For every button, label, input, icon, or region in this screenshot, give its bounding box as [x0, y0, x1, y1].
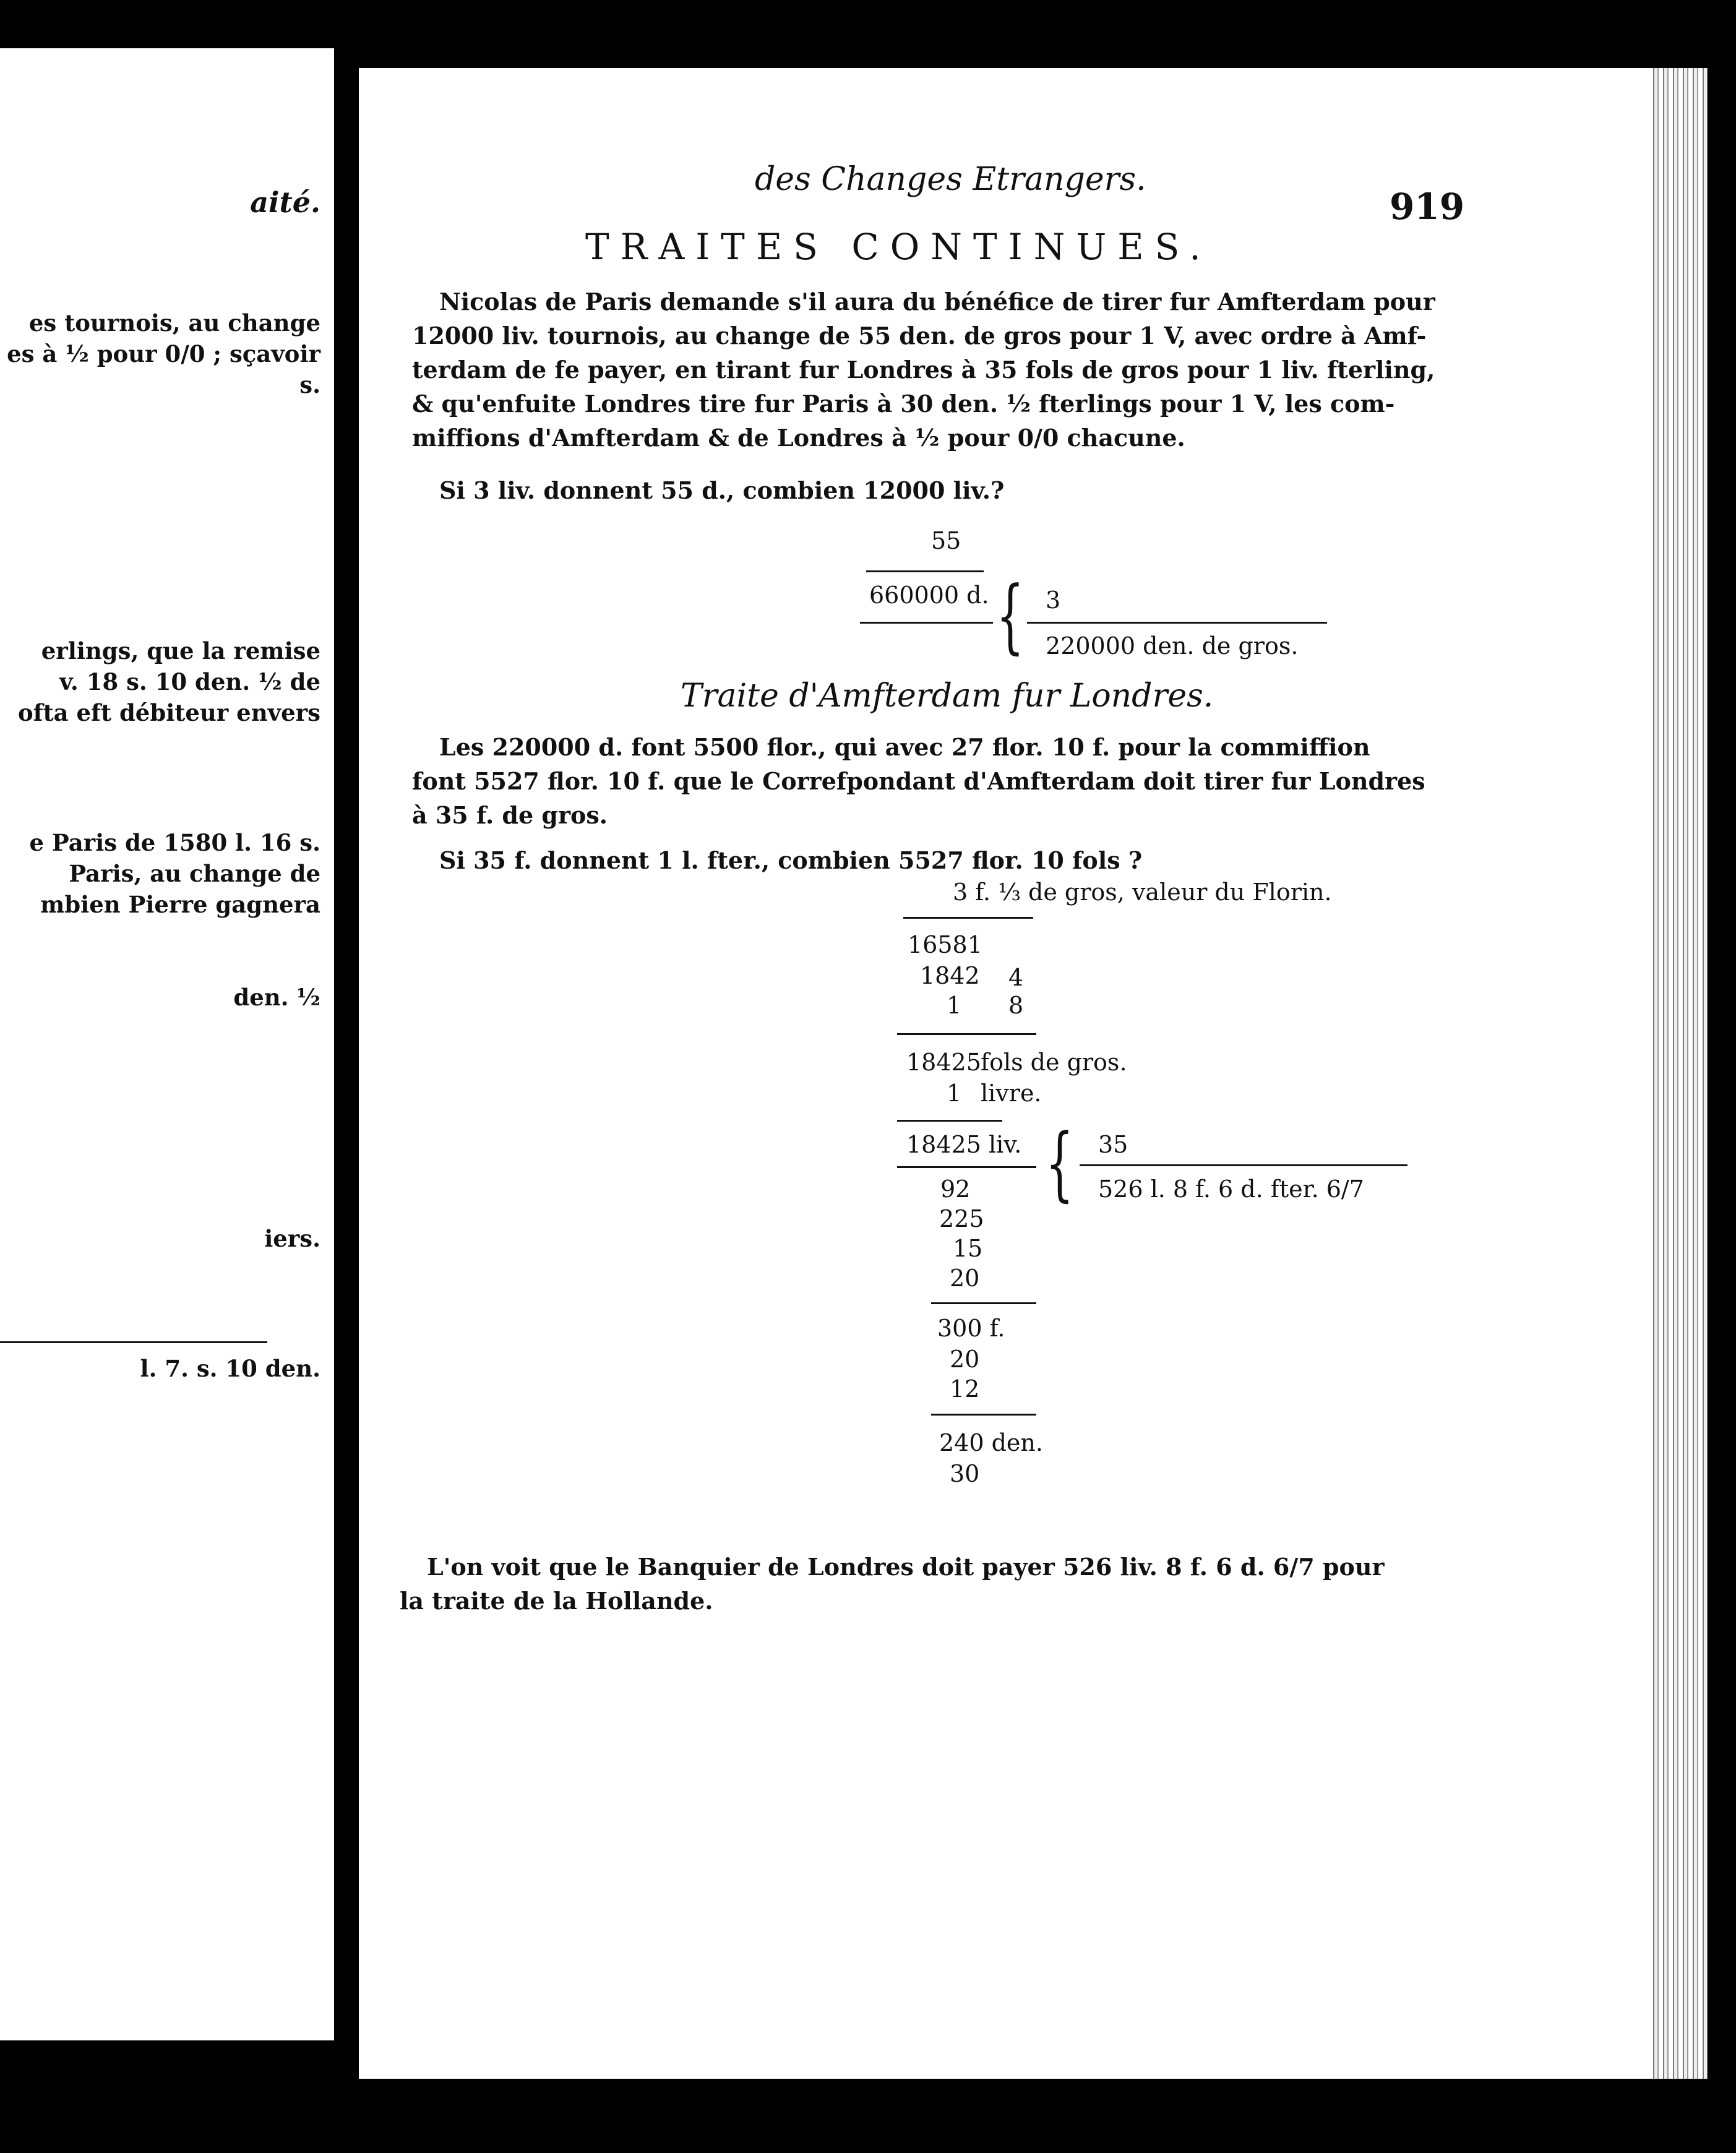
- calc2-shillings-row: 20: [950, 1346, 980, 1373]
- calc2-divisor: 35: [1098, 1131, 1128, 1158]
- subheading: Traite d'Amfterdam fur Londres.: [681, 677, 1214, 715]
- calc2-pence: 240 den.: [939, 1429, 1043, 1456]
- right-page: [359, 68, 1708, 2079]
- intro-line: miffions d'Amfterdam & de Londres à ½ pour 0/0 chacune.: [412, 424, 1185, 452]
- calc2-row-right: 4: [1008, 964, 1024, 991]
- calc2-brace: {: [1046, 1116, 1074, 1210]
- calc2-row-right: 8: [1008, 992, 1024, 1019]
- left-line: v. 18 s. 10 den. ½ de: [59, 668, 320, 695]
- left-line: Paris, au change de: [69, 860, 320, 887]
- section-title: TRAITES CONTINUES.: [585, 226, 1212, 268]
- page-number: 919: [1390, 186, 1465, 228]
- question-1: Si 3 liv. donnent 55 d., combien 12000 liv.?: [439, 476, 1005, 504]
- intro-line: 12000 liv. tournois, au change de 55 den. de gros pour 1 V, avec ordre à Amf-: [412, 322, 1427, 350]
- calc2-rule: [897, 1166, 1036, 1168]
- left-running-head: aité.: [250, 186, 320, 219]
- calc2-sum-label: fols de gros.: [981, 1049, 1127, 1076]
- calc2-rule: [931, 1414, 1036, 1416]
- calc2-florin-value: 3 f. ⅓ de gros, valeur du Florin.: [953, 879, 1332, 906]
- calc1-multiplier: 55: [931, 527, 961, 554]
- para2-line: Les 220000 d. font 5500 flor., qui avec 27 flor. 10 f. pour la commiffion: [439, 733, 1370, 761]
- left-line: e Paris de 1580 l. 16 s.: [29, 829, 320, 856]
- intro-line: Nicolas de Paris demande s'il aura du bénéfice de tirer fur Amfterdam pour: [439, 288, 1435, 316]
- calc2-remainder: 15: [953, 1235, 983, 1262]
- calc2-per-label: livre.: [981, 1080, 1042, 1107]
- calc1-rule: [866, 570, 984, 572]
- calc2-remainder: 92: [940, 1175, 971, 1203]
- calc2-row: 1: [947, 992, 962, 1019]
- calc2-divider: [1080, 1164, 1407, 1166]
- para2-line: à 35 f. de gros.: [412, 801, 608, 829]
- conclusion-line: la traite de la Hollande.: [400, 1587, 713, 1615]
- left-line: es à ½ pour 0/0 ; sçavoir: [7, 340, 320, 367]
- calc2-row: 16581: [908, 931, 982, 958]
- intro-line: & qu'enfuite Londres tire fur Paris à 30 den. ½ fterlings pour 1 V, les com-: [412, 390, 1395, 418]
- page-edges: [1649, 68, 1708, 2079]
- calc2-shillings: 300 f.: [937, 1315, 1005, 1342]
- calc1-result: 220000 den. de gros.: [1046, 632, 1299, 660]
- calc1-divider: [1027, 622, 1327, 624]
- conclusion-line: L'on voit que le Banquier de Londres doit payer 526 liv. 8 f. 6 d. 6/7 pour: [427, 1553, 1385, 1581]
- calc2-remainder: 225: [939, 1205, 984, 1232]
- left-line: mbien Pierre gagnera: [40, 891, 320, 918]
- left-page: [0, 48, 334, 2040]
- left-line: ofta eft débiteur envers: [17, 699, 320, 726]
- calc2-rule: [931, 1302, 1036, 1304]
- running-head: des Changes Etrangers.: [755, 161, 1146, 198]
- calc2-rule: [897, 1120, 1002, 1122]
- calc1-divisor: 3: [1046, 587, 1061, 614]
- left-line: den. ½: [233, 984, 320, 1011]
- intro-line: terdam de fe payer, en tirant fur Londres à 35 fols de gros pour 1 liv. fterling,: [412, 356, 1435, 384]
- calc2-quotient: 526 l. 8 f. 6 d. fter. 6/7: [1098, 1175, 1364, 1203]
- left-rule: [0, 1341, 267, 1343]
- calc1-product: 660000 d.: [869, 582, 989, 609]
- calc2-row: 1842: [920, 962, 980, 989]
- calc2-last: 30: [950, 1460, 980, 1487]
- calc2-per: 1: [947, 1080, 962, 1107]
- para2-line: font 5527 flor. 10 f. que le Correfpondant d'Amfterdam doit tirer fur Londres: [412, 767, 1425, 795]
- calc2-dividend: 18425 liv.: [906, 1131, 1022, 1158]
- left-line: l. 7. s. 10 den.: [140, 1355, 320, 1382]
- calc2-rule: [897, 1033, 1036, 1035]
- calc2-rule: [903, 917, 1033, 919]
- calc2-shillings-row: 12: [950, 1375, 980, 1403]
- calc2-sum: 18425: [906, 1049, 981, 1076]
- calc1-rule: [860, 622, 993, 624]
- left-line: erlings, que la remise: [41, 637, 320, 664]
- left-line: s.: [299, 371, 320, 398]
- left-line: es tournois, au change: [28, 309, 320, 337]
- calc1-brace: {: [996, 569, 1025, 663]
- left-line: iers.: [264, 1225, 320, 1252]
- book-gutter: [334, 48, 359, 2053]
- calc2-remainder: 20: [950, 1265, 980, 1292]
- question-2: Si 35 f. donnent 1 l. fter., combien 5527 flor. 10 fols ?: [439, 846, 1143, 874]
